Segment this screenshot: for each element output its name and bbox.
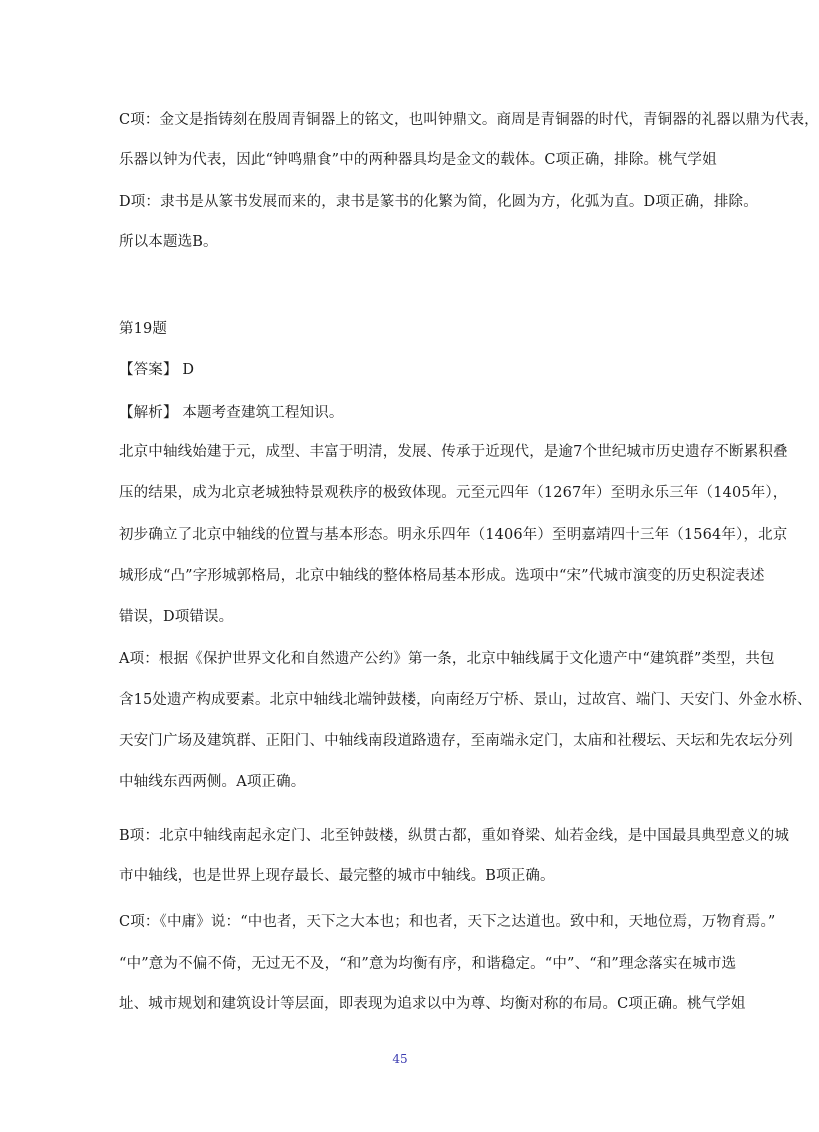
text-line: 初步确立了北京中轴线的位置与基本形态。明永乐四年（1406年）至明嘉靖四十三年（1564年），北京 bbox=[119, 527, 788, 543]
text-line: 北京中轴线始建于元，成型、丰富于明清，发展、传承于近现代，是逾7个世纪城市历史遗存不断累积叠 bbox=[119, 444, 788, 460]
text-line: 中轴线东西两侧。A项正确。 bbox=[119, 774, 306, 790]
text-line: B项：北京中轴线南起永定门、北至钟鼓楼，纵贯古都，重如脊梁、灿若金线，是中国最具典型意义的城 bbox=[119, 828, 790, 844]
text-line: 所以本题选B。 bbox=[119, 234, 218, 250]
answer-line: 【答案】 D bbox=[119, 362, 195, 378]
text-line: “中”意为不偏不倚，无过无不及，“和”意为均衡有序，和谐稳定。“中”、“和”理念落实在城市选 bbox=[119, 956, 737, 972]
question-number: 第19题 bbox=[119, 321, 168, 337]
text-line: 错误，D项错误。 bbox=[119, 609, 234, 625]
text-line: 含15处遗产构成要素。北京中轴线北端钟鼓楼，向南经万宁桥、景山，过故宫、端门、天安门、外金水桥、 bbox=[119, 692, 812, 708]
text-line: A项：根据《保护世界文化和自然遗产公约》第一条，北京中轴线属于文化遗产中“建筑群”类型，共包 bbox=[119, 651, 775, 667]
text-line: 址、城市规划和建筑设计等层面，即表现为追求以中为尊、均衡对称的布局。C项正确。桃气学姐 bbox=[119, 996, 746, 1012]
text-line: 压的结果，成为北京老城独特景观秩序的极致体现。元至元四年（1267年）至明永乐三年（1405年）， bbox=[119, 485, 788, 501]
analysis-heading: 【解析】 本题考查建筑工程知识。 bbox=[119, 405, 344, 421]
page-number: 45 bbox=[392, 1052, 408, 1066]
text-line: 天安门广场及建筑群、正阳门、中轴线南段道路遗存，至南端永定门，太庙和社稷坛、天坛和先农坛分列 bbox=[119, 733, 793, 749]
text-line: D项：隶书是从篆书发展而来的，隶书是篆书的化繁为简，化圆为方，化弧为直。D项正确，排除。 bbox=[119, 194, 758, 210]
text-line: C项：金文是指铸刻在殷周青铜器上的铭文，也叫钟鼎文。商周是青铜器的时代，青铜器的礼器以鼎为代表， bbox=[119, 112, 819, 128]
text-line: C项：《中庸》说：“中也者，天下之大本也；和也者，天下之达道也。致中和，天地位焉，万物育焉。” bbox=[119, 914, 776, 930]
text-line: 城形成“凸”字形城郭格局，北京中轴线的整体格局基本形成。选项中“宋”代城市演变的历史积淀表述 bbox=[119, 568, 765, 584]
text-line: 市中轴线，也是世界上现存最长、最完整的城市中轴线。B项正确。 bbox=[119, 868, 555, 884]
text-line: 乐器以钟为代表，因此“钟鸣鼎食”中的两种器具均是金文的载体。C项正确，排除。桃气学姐 bbox=[119, 152, 717, 168]
